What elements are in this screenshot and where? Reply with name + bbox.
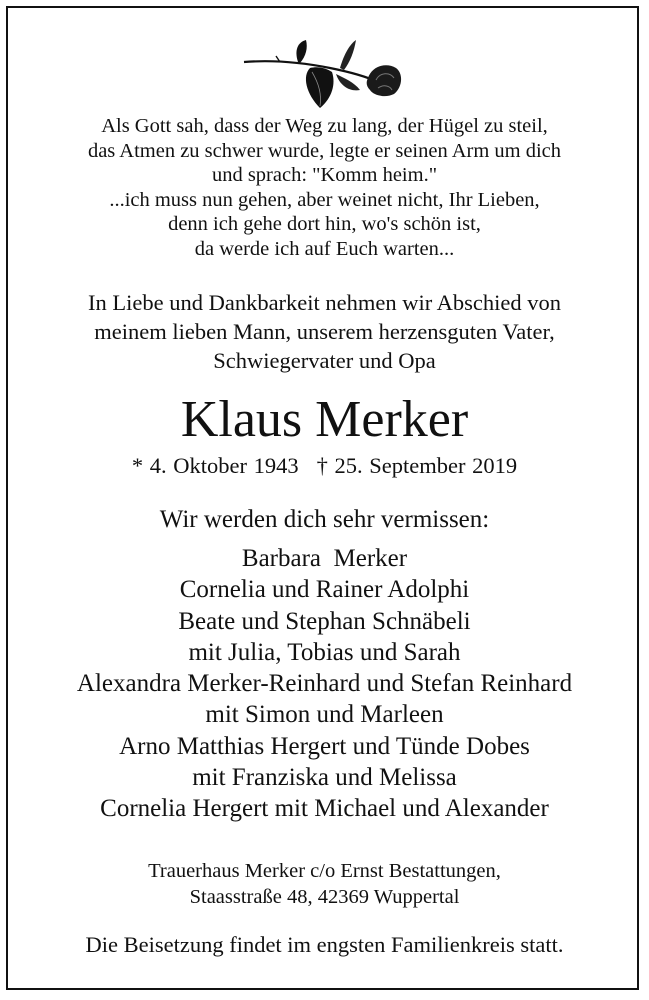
- farewell-intro: [0, 288, 649, 375]
- poem-line: das Atmen zu schwer wurde, legte er seinen Arm um dich: [87, 139, 562, 162]
- poem-line: denn ich gehe dort hin, wo's schön ist,: [168, 213, 481, 236]
- mourner-entry: Cornelia und Rainer Adolphi: [179, 576, 470, 604]
- life-dates: [0, 451, 649, 481]
- address-line: Trauerhaus Merker c/o Ernst Bestattungen,: [148, 860, 501, 882]
- mourner-entry: mit Julia, Tobias und Sarah: [188, 638, 461, 666]
- burial-note: Die Beisetzung findet im engsten Familienkreis statt.: [85, 932, 564, 957]
- mourner-entry: Alexandra Merker-Reinhard und Stefan Reinhard: [76, 670, 573, 698]
- poem: [0, 114, 649, 262]
- poem-line: und sprach: "Komm heim.": [211, 164, 438, 187]
- poem-line: Als Gott sah, dass der Weg zu lang, der Hügel zu steil,: [101, 115, 548, 137]
- mourner-entry: Arno Matthias Hergert und Tünde Dobes: [119, 732, 530, 760]
- intro-line: meinem lieben Mann, unserem herzensguten Vater,: [94, 319, 555, 344]
- address-line: Staasstraße 48, 42369 Wuppertal: [189, 886, 460, 908]
- deceased-name: Klaus Merker: [180, 391, 469, 448]
- mourner-entry: Beate und Stephan Schnäbeli: [178, 607, 471, 635]
- birth-date: * 4. Oktober 1943: [131, 453, 299, 478]
- rose-icon: [240, 32, 405, 112]
- death-date: † 25. September 2019: [316, 453, 518, 478]
- poem-line: da werde ich auf Euch warten...: [194, 237, 455, 260]
- mourner-entry: mit Simon und Marleen: [205, 701, 444, 729]
- intro-line: In Liebe und Dankbarkeit nehmen wir Abschied von: [88, 290, 561, 315]
- intro-line: Schwiegervater und Opa: [213, 348, 436, 373]
- mourners-list: [0, 543, 649, 825]
- mourning-house-address: [0, 858, 649, 910]
- poem-line: ...ich muss nun gehen, aber weinet nicht, Ihr Lieben,: [109, 188, 540, 211]
- mourner-entry: Barbara Merker: [241, 545, 408, 572]
- miss-statement: Wir werden dich sehr vermissen:: [159, 506, 490, 533]
- mourner-entry: mit Franziska und Melissa: [192, 764, 457, 792]
- mourner-entry: Cornelia Hergert mit Michael und Alexander: [100, 795, 549, 823]
